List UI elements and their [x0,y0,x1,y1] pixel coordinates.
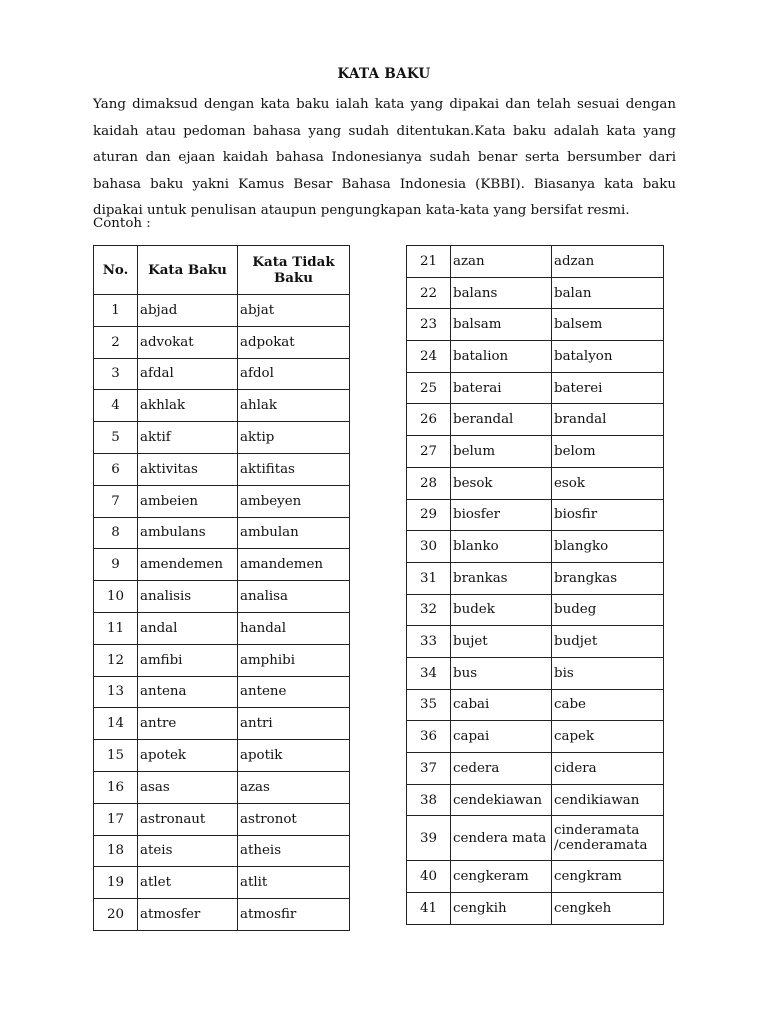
cell-kata-tidak-baku [552,816,664,861]
cell-kata-baku: advokat [138,326,238,358]
cell-kata-tidak-baku: antene [238,676,350,708]
cell-kata-baku: andal [138,612,238,644]
header-kata-tidak-baku-line1: Kata Tidak [252,254,335,270]
cell-kata-tidak-baku: atlit [238,867,350,899]
cell-kata-tidak-baku: cabe [552,689,664,721]
cell-kata-baku: balans [451,277,552,309]
cell-no: 37 [407,753,451,785]
table-row [407,816,664,861]
cell-no: 10 [94,581,138,613]
cell-kata-tidak-baku: atmosfir [238,899,350,931]
cell-kata-baku: cengkih [451,893,552,925]
cell-no: 4 [94,390,138,422]
contoh-label: Contoh : [93,216,151,231]
cell-kata-tidak-baku: afdol [238,358,350,390]
cell-kata-tidak-baku: cendikiawan [552,784,664,816]
word-table-right [406,245,664,925]
cell-no: 39 [407,816,451,861]
table-row [407,372,664,404]
cell-kata-tidak-baku: brandal [552,404,664,436]
cell-no: 7 [94,485,138,517]
cell-kata-baku: analisis [138,581,238,613]
cell-no: 17 [94,803,138,835]
cell-kata-baku: berandal [451,404,552,436]
cell-kata-baku: budek [451,594,552,626]
table-row [94,453,350,485]
cell-kata-baku: bujet [451,626,552,658]
header-no: No. [94,246,138,295]
cell-kata-tidak-baku: bis [552,657,664,689]
cell-no: 35 [407,689,451,721]
cell-kata-baku: brankas [451,562,552,594]
table-row [94,485,350,517]
cell-kata-baku: baterai [451,372,552,404]
cell-no: 18 [94,835,138,867]
cell-kata-baku: aktif [138,422,238,454]
cell-kata-tidak-baku: ahlak [238,390,350,422]
cell-kata-tidak-baku: astronot [238,803,350,835]
table-row [407,436,664,468]
cell-no: 16 [94,771,138,803]
cell-no: 21 [407,246,451,278]
cell-no: 14 [94,708,138,740]
cell-kata-tidak-baku: ambeyen [238,485,350,517]
header-kata-tidak-baku [238,246,350,295]
table-row [94,676,350,708]
cell-kata-baku: atlet [138,867,238,899]
cell-no: 2 [94,326,138,358]
cell-kata-baku: bus [451,657,552,689]
table-row [407,404,664,436]
cell-kata-tidak-baku: handal [238,612,350,644]
table-row [94,422,350,454]
cell-no: 38 [407,784,451,816]
cell-no: 11 [94,612,138,644]
table-row [407,626,664,658]
cell-kata-baku: antena [138,676,238,708]
cell-kata-tidak-baku: budeg [552,594,664,626]
table-row [94,867,350,899]
cell-kata-baku: blanko [451,531,552,563]
cell-kata-baku: belum [451,436,552,468]
cell-kata-baku: amfibi [138,644,238,676]
cell-no: 20 [94,899,138,931]
cell-no: 15 [94,740,138,772]
table-row [94,803,350,835]
table-row [407,467,664,499]
cell-kata-tidak-baku: cidera [552,753,664,785]
table-row [407,657,664,689]
cell-no: 19 [94,867,138,899]
cell-kata-tidak-baku: ambulan [238,517,350,549]
word-table-left [93,245,350,931]
cell-no: 5 [94,422,138,454]
cell-no: 6 [94,453,138,485]
cell-kata-baku: azan [451,246,552,278]
table-row [407,246,664,278]
cell-kata-tidak-baku: abjat [238,295,350,327]
table-row [407,721,664,753]
table-row [94,835,350,867]
table-row [94,771,350,803]
cell-no: 24 [407,341,451,373]
cell-kata-tidak-baku: amphibi [238,644,350,676]
cell-kata-baku: akhlak [138,390,238,422]
cell-kata-tidak-baku: analisa [238,581,350,613]
cell-no: 23 [407,309,451,341]
table-row [94,390,350,422]
table-row [94,581,350,613]
cell-kata-baku: balsam [451,309,552,341]
cell-kata-tidak-baku: amandemen [238,549,350,581]
cell-no: 9 [94,549,138,581]
cell-kata-tidak-baku: apotik [238,740,350,772]
cell-kata-baku: afdal [138,358,238,390]
cell-kata-tidak-baku: batalyon [552,341,664,373]
cell-no: 32 [407,594,451,626]
table-row [407,277,664,309]
cell-kata-tidak-baku: belom [552,436,664,468]
cell-kata-baku: batalion [451,341,552,373]
header-kata-tidak-baku-line2: Baku [273,270,313,286]
cell-no: 34 [407,657,451,689]
cell-kata-tidak-baku: cengkram [552,861,664,893]
cell-kata-baku: biosfer [451,499,552,531]
table-header-row [94,246,350,295]
cell-no: 41 [407,893,451,925]
cell-no: 40 [407,861,451,893]
cell-no: 28 [407,467,451,499]
header-kata-baku: Kata Baku [138,246,238,295]
table-row [407,784,664,816]
cell-kata-tidak-baku: aktifitas [238,453,350,485]
table-row [94,549,350,581]
cell-kata-baku: ambeien [138,485,238,517]
cell-kata-baku: cengkeram [451,861,552,893]
intro-paragraph: Yang dimaksud dengan kata baku ialah kata yang dipakai dan telah sesuai dengan kaidah atau pedoman bahasa yang sudah ditentukan.Kata baku adalah kata yang aturan dan ejaan kaidah bahasa Indonesianya sudah benar serta bersumber dari bahasa baku yakni Kamus Besar Bahasa Indonesia (KBBI). Biasanya kata baku dipakai untuk penulisan ataupun pengungkapan kata-kata yang bersifat resmi. [93,97,676,218]
table-row [94,517,350,549]
table-row [407,893,664,925]
cell-kata-baku: besok [451,467,552,499]
cell-kata-baku: asas [138,771,238,803]
table-row [94,358,350,390]
cell-no: 26 [407,404,451,436]
table-row [94,295,350,327]
cell-no: 31 [407,562,451,594]
cell-no: 22 [407,277,451,309]
cell-kata-tidak-baku: atheis [238,835,350,867]
cell-kata-baku: abjad [138,295,238,327]
cell-kata-tidak-baku: baterei [552,372,664,404]
cell-no: 30 [407,531,451,563]
cell-no: 29 [407,499,451,531]
cell-no: 3 [94,358,138,390]
cell-kata-tidak-baku: balan [552,277,664,309]
table-row [94,326,350,358]
table-row [407,689,664,721]
cell-kata-baku: aktivitas [138,453,238,485]
cell-no: 33 [407,626,451,658]
cell-kata-tidak-baku: balsem [552,309,664,341]
cell-kata-baku: cendekiawan [451,784,552,816]
cell-kata-baku: ateis [138,835,238,867]
cell-kata-tidak-baku: antri [238,708,350,740]
cell-kata-baku: antre [138,708,238,740]
cell-kata-tidak-baku: budjet [552,626,664,658]
table-row [94,708,350,740]
cell-kata-tidak-baku: aktip [238,422,350,454]
table-row [407,753,664,785]
cell-no: 12 [94,644,138,676]
cell-kata-baku: cedera [451,753,552,785]
table-row [94,899,350,931]
cell-kata-tidak-baku-line2: /cenderamata [554,838,648,854]
cell-kata-tidak-baku: esok [552,467,664,499]
table-row [94,644,350,676]
cell-kata-baku: astronaut [138,803,238,835]
cell-kata-tidak-baku: adpokat [238,326,350,358]
cell-no: 1 [94,295,138,327]
cell-kata-tidak-baku: capek [552,721,664,753]
cell-no: 27 [407,436,451,468]
table-row [407,499,664,531]
cell-kata-tidak-baku-line1: cinderamata [554,823,640,839]
table-row [407,531,664,563]
cell-kata-tidak-baku: brangkas [552,562,664,594]
table-row [407,341,664,373]
cell-kata-baku: cabai [451,689,552,721]
cell-no: 36 [407,721,451,753]
table-row [407,861,664,893]
cell-no: 8 [94,517,138,549]
cell-kata-tidak-baku: cengkeh [552,893,664,925]
cell-kata-tidak-baku: biosfir [552,499,664,531]
cell-kata-baku: amendemen [138,549,238,581]
cell-no: 13 [94,676,138,708]
cell-no: 25 [407,372,451,404]
cell-kata-tidak-baku: blangko [552,531,664,563]
table-row [407,309,664,341]
cell-kata-baku: cendera mata [451,816,552,861]
cell-kata-baku: apotek [138,740,238,772]
cell-kata-baku: atmosfer [138,899,238,931]
cell-kata-baku: ambulans [138,517,238,549]
table-row [407,594,664,626]
cell-kata-tidak-baku: azas [238,771,350,803]
table-row [94,612,350,644]
cell-kata-baku: capai [451,721,552,753]
table-row [407,562,664,594]
page-title: KATA BAKU [337,66,431,82]
table-row [94,740,350,772]
cell-kata-tidak-baku: adzan [552,246,664,278]
